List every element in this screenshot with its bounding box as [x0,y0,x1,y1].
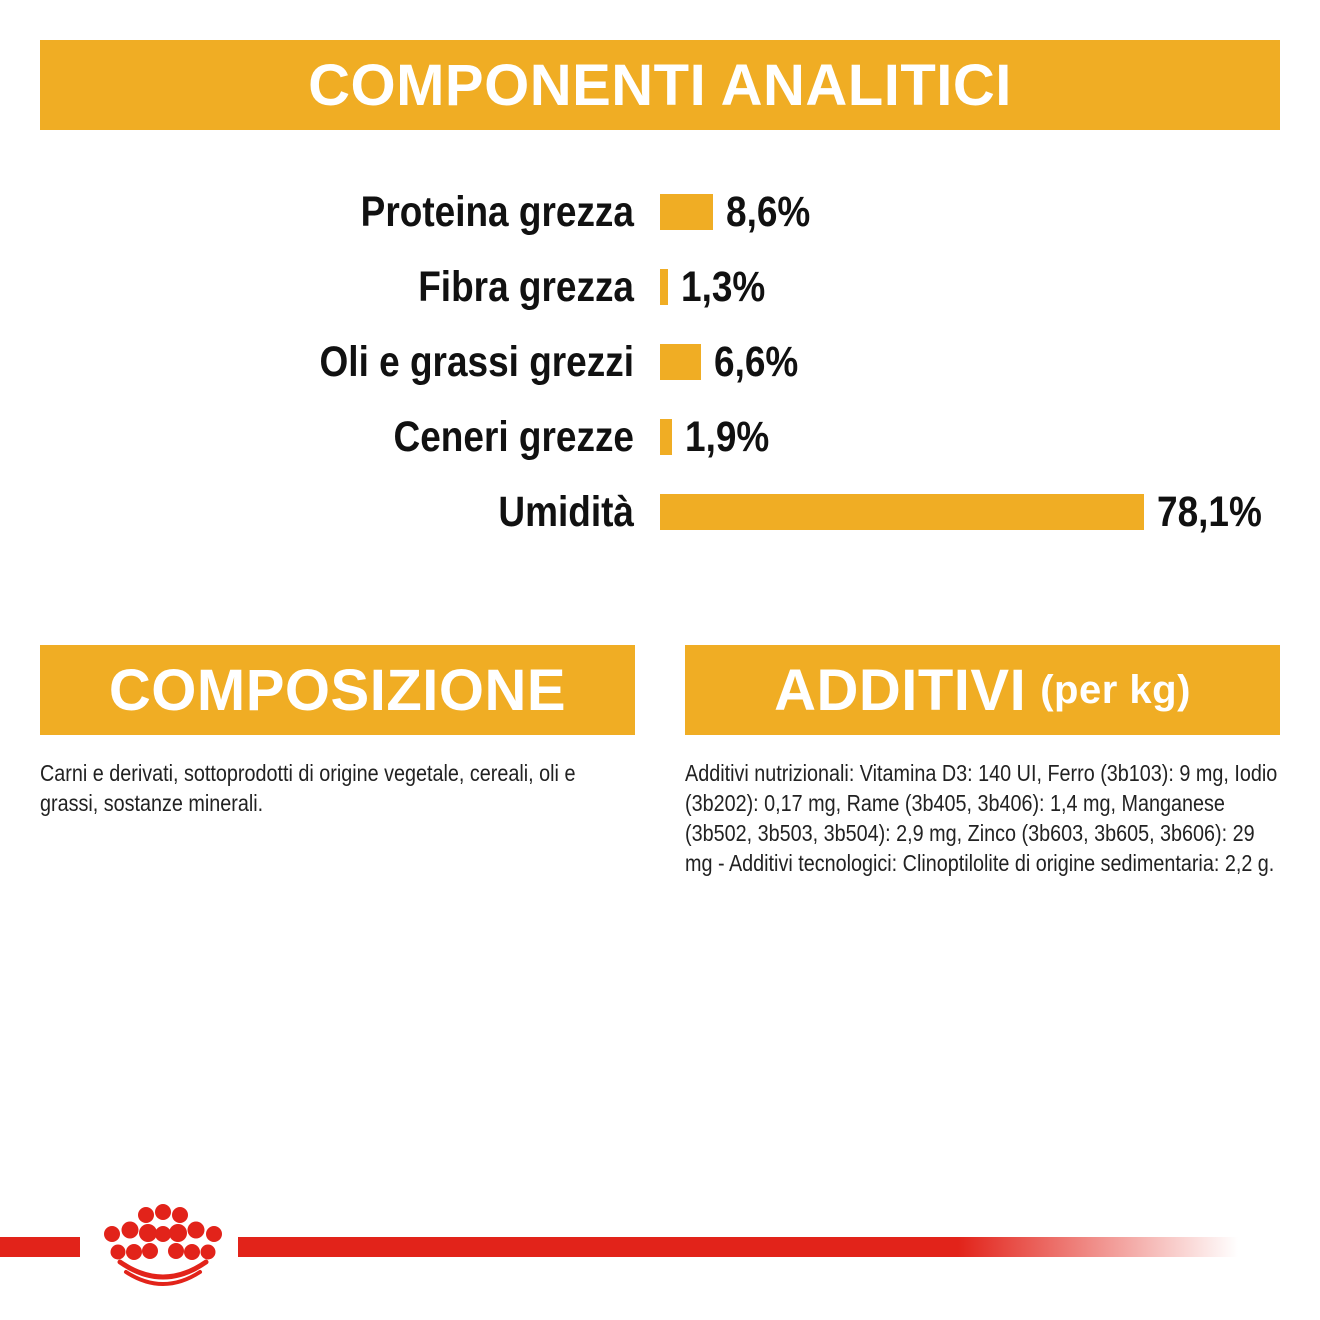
analytic-components-chart [0,0,1320,600]
chart-category-label: Fibra grezza [418,263,634,311]
chart-value-label: 8,6% [726,188,811,236]
analytic-components-title: COMPONENTI ANALITICI [308,52,1012,118]
additives-title: ADDITIVI [774,657,1027,723]
crown-logo-icon [88,1200,238,1290]
chart-bar [660,494,1144,530]
chart-category-label: Ceneri grezze [393,413,634,461]
footer-red-line-left [0,1237,80,1257]
additives-text: Additivi nutrizionali: Vitamina D3: 140 UI, Ferro (3b103): 9 mg, Iodio (3b202): 0,17 mg, Rame (3b405, 3b406): 1,4 mg, Manganese (3b502, 3b503, 3b504): 2,9 mg, Zinco (3b603, 3b605, 3b606): 29 mg - Additivi tecnologici: Clinoptilolite di origine sedimentaria: 2,2 g. [685,760,1278,876]
chart-value-label: 78,1% [1157,488,1262,536]
chart-value-label: 1,3% [681,263,766,311]
chart-category-label: Oli e grassi grezzi [319,338,634,386]
chart-bar [660,194,713,230]
composition-banner [40,645,635,735]
composition-text: Carni e derivati, sottoprodotti di origine vegetale, cereali, oli e grassi, sostanze minerali. [40,760,576,816]
chart-bar [660,419,672,455]
chart-value-label: 1,9% [684,413,770,461]
chart-value-label: 6,6% [713,338,799,386]
footer-red-line-right [238,1237,1238,1257]
additives-subtitle: (per kg) [1040,667,1191,712]
chart-bar [660,344,701,380]
chart-bar [660,269,668,305]
additives-banner [685,645,1280,735]
composition-title: COMPOSIZIONE [108,657,567,723]
chart-category-label: Proteina grezza [360,188,634,236]
chart-category-label: Umidità [498,488,634,536]
